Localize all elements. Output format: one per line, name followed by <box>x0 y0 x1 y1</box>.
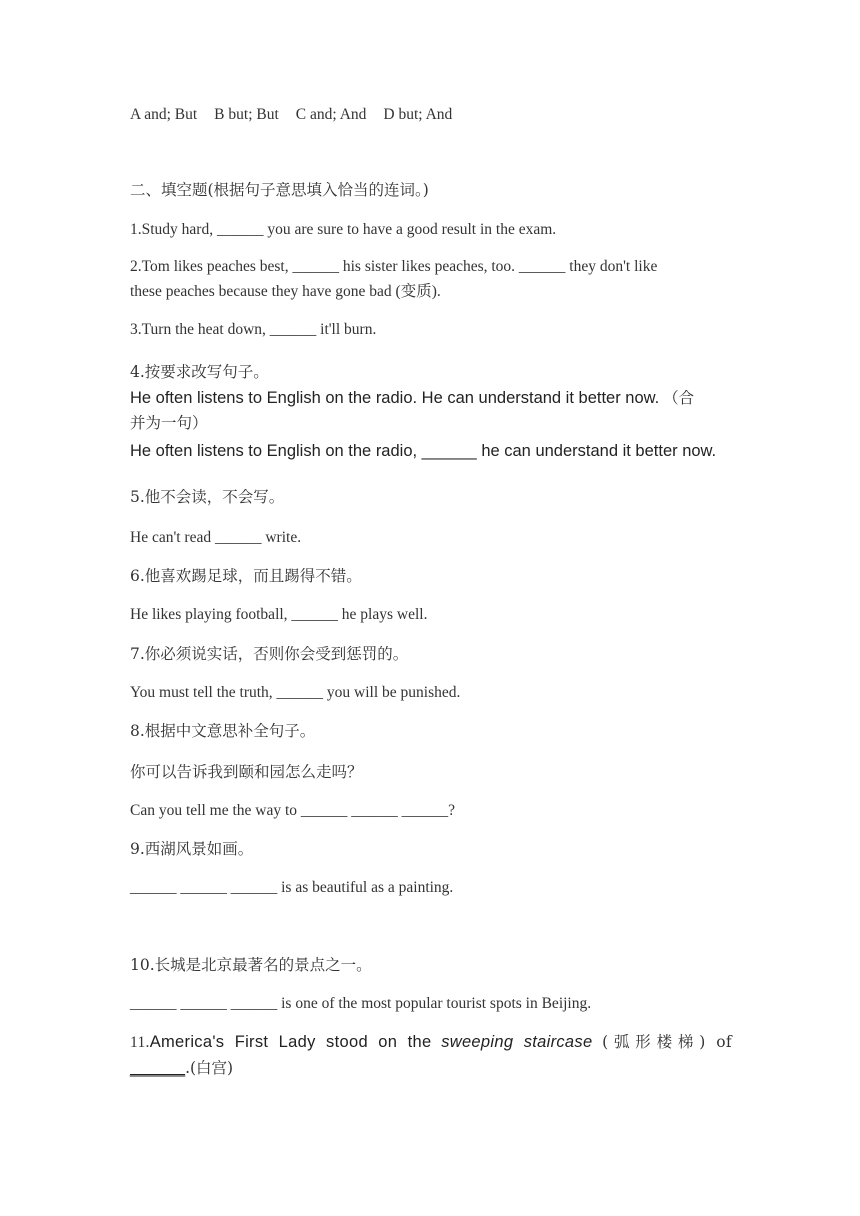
question-4-note-end: 并为一句） <box>130 414 208 432</box>
question-11-gloss: (弧形楼梯) of <box>602 1033 732 1051</box>
question-11-text: America's First Lady stood on the <box>149 1033 432 1051</box>
question-4-title: 4.按要求改写句子。 <box>130 363 269 381</box>
question-3: 3.Turn the heat down, ______ it'll burn. <box>130 321 377 338</box>
question-7-chinese: 7.你必须说实话，否则你会受到惩罚的。 <box>130 645 409 663</box>
question-11-blank: ______ <box>130 1059 186 1077</box>
question-9-english: ______ ______ ______ is as beautiful as a painting. <box>130 879 454 896</box>
question-4-answer: He often listens to English on the radio, ______ he can understand it better now. <box>130 442 717 460</box>
question-8-english: Can you tell me the way to ______ ______ ______? <box>130 802 456 819</box>
question-11-hint: .(白宫) <box>185 1059 234 1077</box>
question-7-english: You must tell the truth, ______ you will be punished. <box>130 684 461 701</box>
question-4-sentence-text: He often listens to English on the radio. He can understand it better now. <box>130 389 660 407</box>
question-8-title: 8.根据中文意思补全句子。 <box>130 722 316 740</box>
option-d: D but; And <box>383 106 453 123</box>
option-a: A and; But <box>130 106 198 123</box>
question-10-english: ______ ______ ______ is one of the most popular tourist spots in Beijing. <box>130 995 592 1012</box>
question-2-line-2: these peaches because they have gone bad (变质). <box>130 283 441 300</box>
question-5-chinese: 5.他不会读，不会写。 <box>130 488 285 506</box>
question-11-term: sweeping staircase <box>441 1033 593 1051</box>
option-c: C and; And <box>295 106 367 123</box>
question-4-sentence <box>130 388 732 409</box>
question-5-english: He can't read ______ write. <box>130 529 302 546</box>
question-9-chinese: 9.西湖风景如画。 <box>130 840 254 858</box>
question-10-chinese: 10.长城是北京最著名的景点之一。 <box>130 956 372 974</box>
question-11-number: 11. <box>130 1034 150 1051</box>
question-6-chinese: 6.他喜欢踢足球，而且踢得不错。 <box>130 567 362 585</box>
question-1: 1.Study hard, ______ you are sure to have a good result in the exam. <box>130 221 557 238</box>
option-b: B but; But <box>214 106 279 123</box>
question-2-line-1: 2.Tom likes peaches best, ______ his sister likes peaches, too. ______ they don't like <box>130 258 658 275</box>
answer-options <box>130 105 732 125</box>
question-8-chinese: 你可以告诉我到颐和园怎么走吗？ <box>130 763 363 781</box>
question-6-english: He likes playing football, ______ he plays well. <box>130 606 428 623</box>
question-4-note-start: （合 <box>663 389 695 407</box>
section-title: 二、填空题(根据句子意思填入恰当的连词。) <box>130 181 429 199</box>
question-11-line-2 <box>130 1058 732 1079</box>
question-11-line-1 <box>130 1032 732 1053</box>
